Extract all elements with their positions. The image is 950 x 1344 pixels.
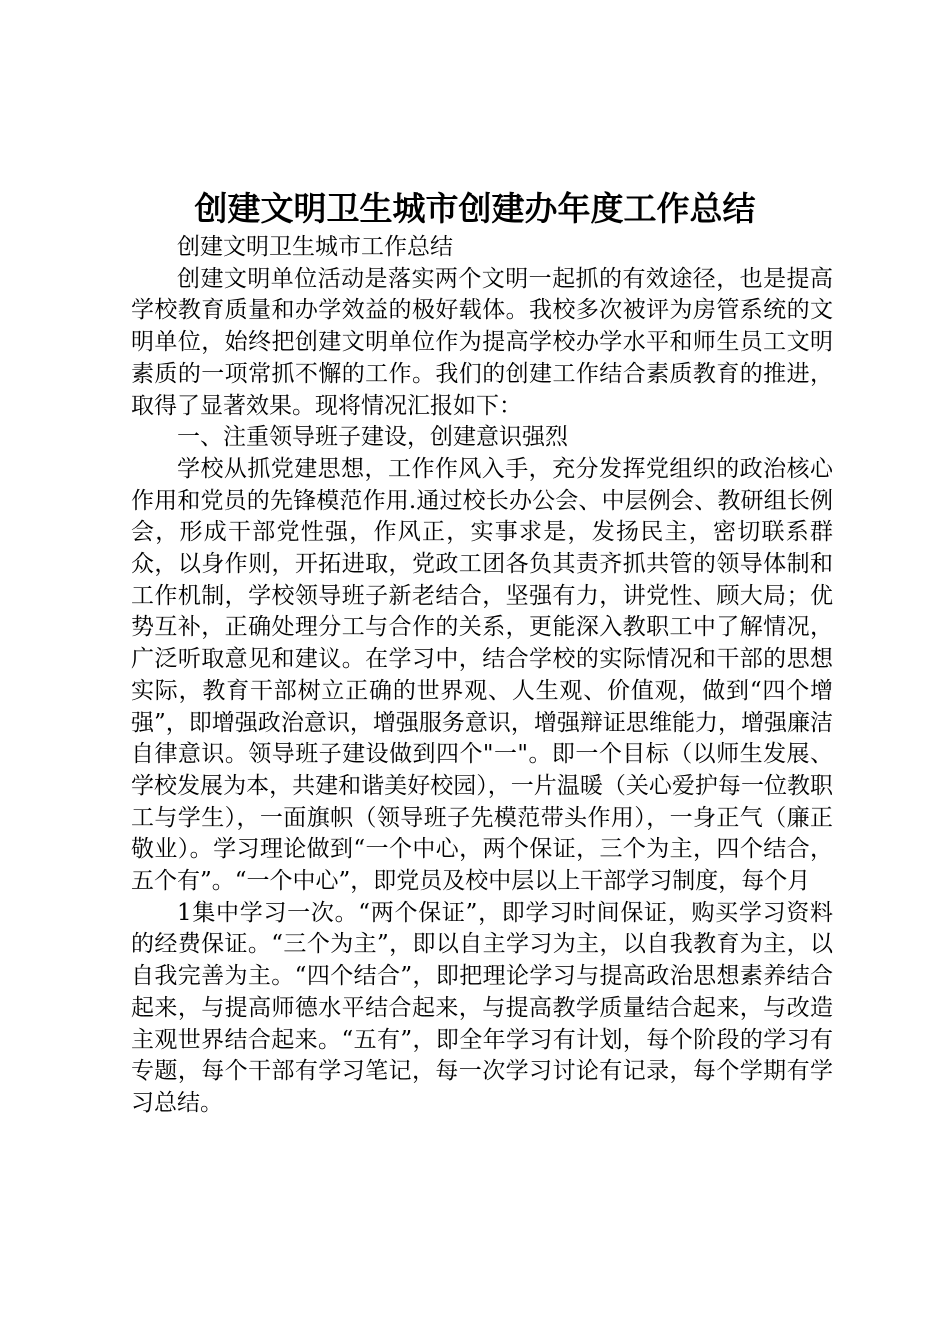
document-body xyxy=(131,232,833,1120)
document-title: 创建文明卫生城市创建办年度工作总结 xyxy=(194,189,756,228)
paragraph-section-1: 学校从抓党建思想，工作作风入手，充分发挥党组织的政治核心作用和党员的先锋模范作用.通过校长办公会、中层例会、教研组长例会，形成干部党性强，作风正，实事求是，发扬民主，密切联系群众，以身作则，开拓进取，党政工团各负其责齐抓共管的领导体制和工作机制，学校领导班子新老结合，坚强有力，讲党性、顾大局；优势互补，正确处理分工与合作的关系，更能深入教职工中了解情况，广泛听取意见和建议。在学习中，结合学校的实际情况和干部的思想实际，教育干部树立正确的世界观、人生观、价值观，做到“四个增强”，即增强政治意识，增强服务意识，增强辩证思维能力，增强廉洁自律意识。领导班子建设做到四个"一"。即一个目标（以师生发展、学校发展为本，共建和谐美好校园），一片温暖（关心爱护每一位教职工与学生），一面旗帜（领导班子先模范带头作用），一身正气（廉正敬业）。学习理论做到“一个中心，两个保证，三个为主，四个结合，五个有”。“一个中心”，即党员及校中层以上干部学习制度，每个月 xyxy=(131,455,833,895)
paragraph-subtitle: 创建文明卫生城市工作总结 xyxy=(177,234,453,260)
section-heading-1: 一、注重领导班子建设，创建意识强烈 xyxy=(177,424,568,451)
paragraph-section-1-continued: 1集中学习一次。“两个保证”，即学习时间保证，购买学习资料的经费保证。“三个为主”，即以自主学习为主，以自我教育为主，以自我完善为主。“四个结合”，即把理论学习与提高政治思想素养结合起来，与提高师德水平结合起来，与提高教学质量结合起来，与改造主观世界结合起来。“五有”，即全年学习有计划，每个阶段的学习有专题，每个干部有学习笔记，每一次学习讨论有记录，每个学期有学习总结。 xyxy=(131,899,833,1116)
paragraph-intro: 创建文明单位活动是落实两个文明一起抓的有效途径，也是提高学校教育质量和办学效益的极好载体。我校多次被评为房管系统的文明单位，始终把创建文明单位作为提高学校办学水平和师生员工文明素质的一项常抓不懈的工作。我们的创建工作结合素质教育的推进，取得了显著效果。现将情况汇报如下： xyxy=(131,265,833,419)
